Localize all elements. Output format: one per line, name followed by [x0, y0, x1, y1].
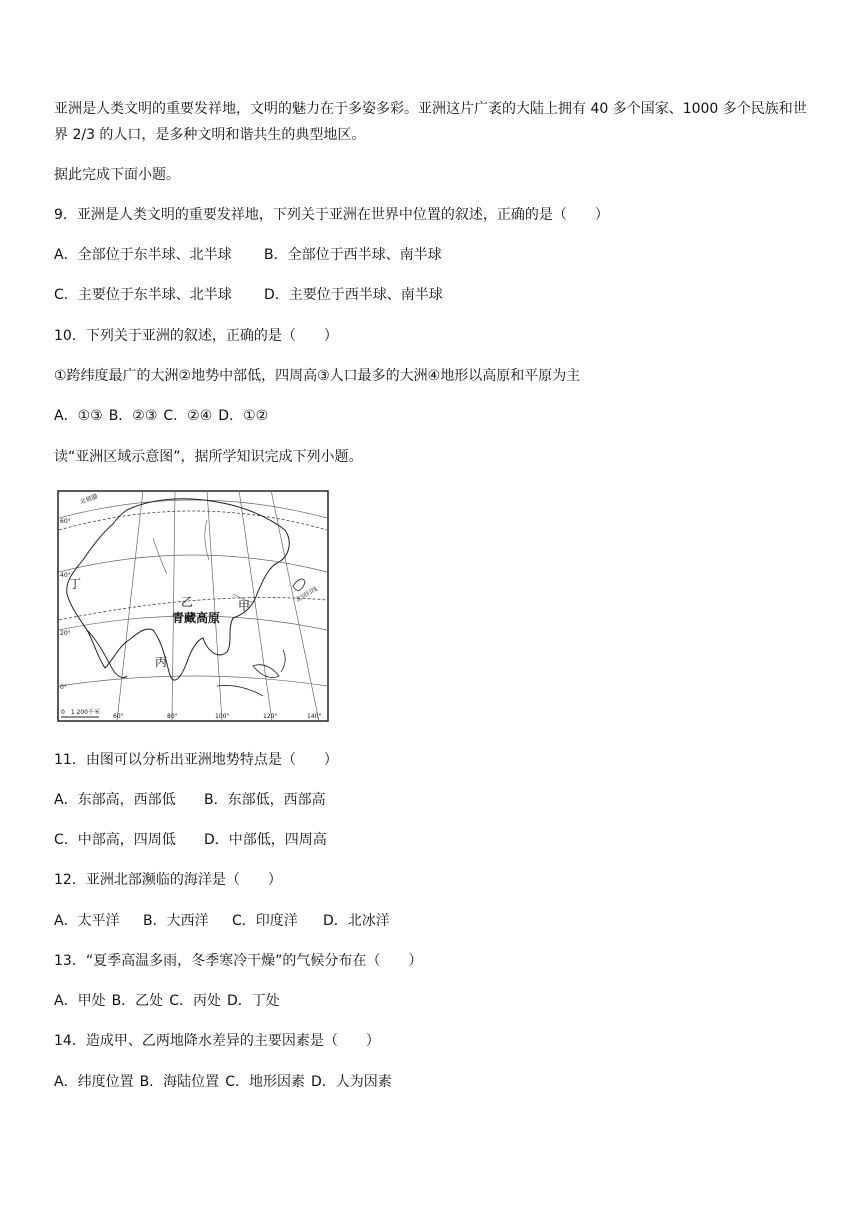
q10-option-a[interactable]: A．①③ [54, 408, 103, 424]
lon-60-label: 60° [113, 713, 124, 720]
q11-options-row1 [54, 790, 326, 810]
q11-stem: 11．由图可以分析出亚洲地势特点是（ ） [54, 752, 338, 768]
q13-options [54, 991, 280, 1011]
q10-statements: ①跨纬度最广的大洲②地势中部低，四周高③人口最多的大洲④地形以高原和平原为主 [54, 368, 581, 384]
q12-options [54, 911, 390, 931]
q14-option-d[interactable]: D．人为因素 [310, 1074, 392, 1090]
bing-label: 丙 [155, 655, 168, 669]
lat-40-label: 40° [60, 572, 71, 579]
q13-option-d[interactable]: D．丁处 [226, 993, 280, 1009]
q9-option-a[interactable]: A．全部位于东半球、北半球 [54, 247, 232, 263]
q13-option-c[interactable]: C．丙处 [169, 993, 221, 1009]
q11-option-d[interactable]: D．中部低，四周高 [204, 832, 327, 848]
qinghai-tibet-plateau-label: 青藏高原 [172, 611, 221, 625]
q12-option-d[interactable]: D．北冰洋 [323, 913, 390, 929]
lat-60-label: 60° [60, 518, 71, 525]
lon-80-label: 80° [167, 713, 178, 720]
q12-option-b[interactable]: B．大西洋 [143, 913, 209, 929]
q14-options [54, 1072, 392, 1092]
asia-region-map [57, 490, 329, 722]
q10-options [54, 406, 268, 426]
q11-option-c[interactable]: C．中部高，四周低 [54, 832, 176, 848]
q12-option-c[interactable]: C．印度洋 [232, 913, 298, 929]
q13-option-b[interactable]: B．乙处 [111, 993, 164, 1009]
lon-100-label: 100° [215, 713, 230, 720]
q9-options-row1 [54, 245, 442, 265]
q12-option-a[interactable]: A．太平洋 [54, 913, 120, 929]
q13-stem: 13．“夏季高温多雨，冬季寒冷干燥”的气候分布在（ ） [54, 953, 423, 969]
q14-option-a[interactable]: A．纬度位置 [54, 1074, 134, 1090]
q10-option-c[interactable]: C．②④ [163, 408, 213, 424]
tropic-label: 北回归线 [294, 585, 319, 604]
q14-option-c[interactable]: C．地形因素 [225, 1074, 305, 1090]
q9-option-c[interactable]: C．主要位于东半球、北半球 [54, 287, 232, 303]
q14-option-b[interactable]: B．海陆位置 [139, 1074, 220, 1090]
lon-120-label: 120° [263, 713, 278, 720]
q13-option-a[interactable]: A．甲处 [54, 993, 106, 1009]
arctic-circle-label: 北极圈 [79, 493, 99, 506]
lat-0-label: 0° [60, 684, 67, 691]
q9-options-row2 [54, 285, 443, 305]
q11-option-b[interactable]: B．东部低，西部高 [204, 792, 326, 808]
lon-140-label: 140° [307, 713, 322, 720]
q14-stem: 14．造成甲、乙两地降水差异的主要因素是（ ） [54, 1033, 380, 1049]
q12-stem: 12．亚洲北部濒临的海洋是（ ） [54, 872, 282, 888]
q10-stem: 10．下列关于亚洲的叙述，正确的是（ ） [54, 328, 338, 344]
yi-label: 乙 [181, 595, 194, 609]
q11-option-a[interactable]: A．东部高，西部低 [54, 792, 176, 808]
q9-stem: 9．亚洲是人类文明的重要发祥地，下列关于亚洲在世界中位置的叙述，正确的是（ ） [54, 207, 609, 223]
q10-option-d[interactable]: D．①② [218, 408, 269, 424]
ding-label: 丁 [69, 577, 82, 591]
scale-bar-label: 0 1 200千米 [61, 709, 100, 716]
jia-label: 甲 [238, 599, 251, 613]
intro-paragraph: 亚洲是人类文明的重要发祥地，文明的魅力在于多姿多彩。亚洲这片广袤的大陆上拥有 40 多个国家、1000 多个民族和世界 2/3 的人口，是多种文明和谐共生的典型地区。 [54, 101, 807, 143]
q11-options-row2 [54, 830, 327, 850]
q9-option-d[interactable]: D．主要位于西半球、南半球 [264, 287, 443, 303]
q9-option-b[interactable]: B．全部位于西半球、南半球 [264, 247, 442, 263]
lat-20-label: 20° [60, 630, 71, 637]
map-intro-text: 读“亚洲区域示意图”，据所学知识完成下列小题。 [54, 449, 363, 465]
q10-option-b[interactable]: B．②③ [108, 408, 158, 424]
instruction-text: 据此完成下面小题。 [54, 167, 180, 183]
